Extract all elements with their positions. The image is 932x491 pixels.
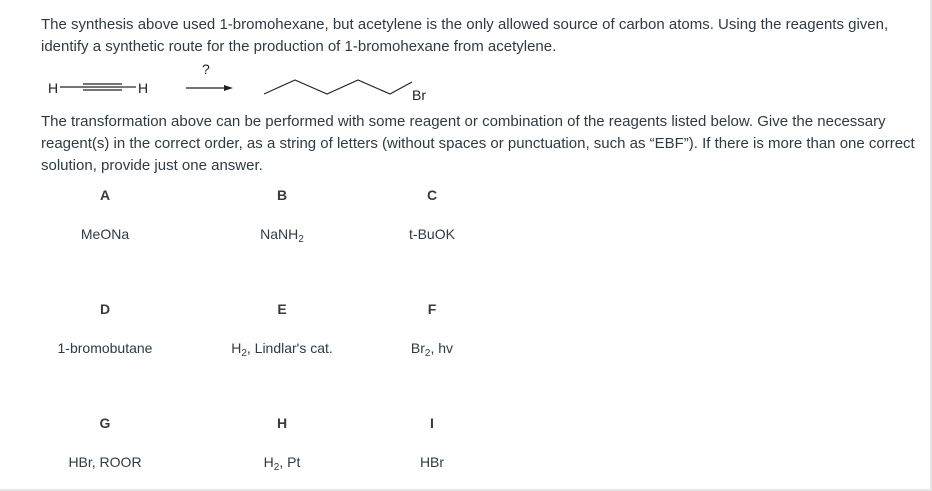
reagent-letter-f: F (427, 301, 437, 317)
reagent-letter-h: H (276, 415, 288, 431)
reagent-c: t-BuOK (409, 226, 455, 242)
reagent-a: MeONa (80, 226, 130, 242)
reagent-letter-a: A (99, 187, 111, 203)
reagent-b: NaNH$_2$ (260, 226, 304, 245)
reagent-letter-i: I (430, 415, 434, 431)
reagent-letter-g: G (99, 415, 111, 431)
reagent-letter-d: D (99, 301, 111, 317)
reagent-h: $H_2$, Pt (263, 454, 301, 473)
reagent-i: HBr (419, 454, 445, 470)
acetylene-h-left: H (48, 80, 59, 96)
reagent-g: HBr, ROOR (68, 454, 142, 470)
reagent-letter-e: E (277, 301, 287, 317)
question-intro: The synthesis above used 1-bromohexane, but acetylene is the only allowed source of carbon atoms. Using the reagents given, identify a synthetic route for the production of 1-bromohexane from acetylene. (41, 16, 889, 55)
acetylene-h-right: H (138, 80, 149, 96)
reagent-f: $Br_2$, hv (410, 340, 454, 359)
arrow-question-mark: ? (202, 61, 210, 77)
bromine-label: Br (412, 87, 426, 103)
question-instructions: The transformation above can be performed with some reagent or combination of the reagents listed below. Give the necessary reagent(s) in the correct order, as a string of letters (without spaces or punctuation, such as “EBF”). If there is more than one correct solution, provide just one answer. (41, 113, 915, 174)
reagent-letter-c: C (426, 187, 438, 203)
reagent-d: 1-bromobutane (57, 340, 153, 356)
reagent-e: $H_2$, Lindlar's cat. (231, 340, 333, 359)
reagent-letter-b: B (276, 187, 288, 203)
